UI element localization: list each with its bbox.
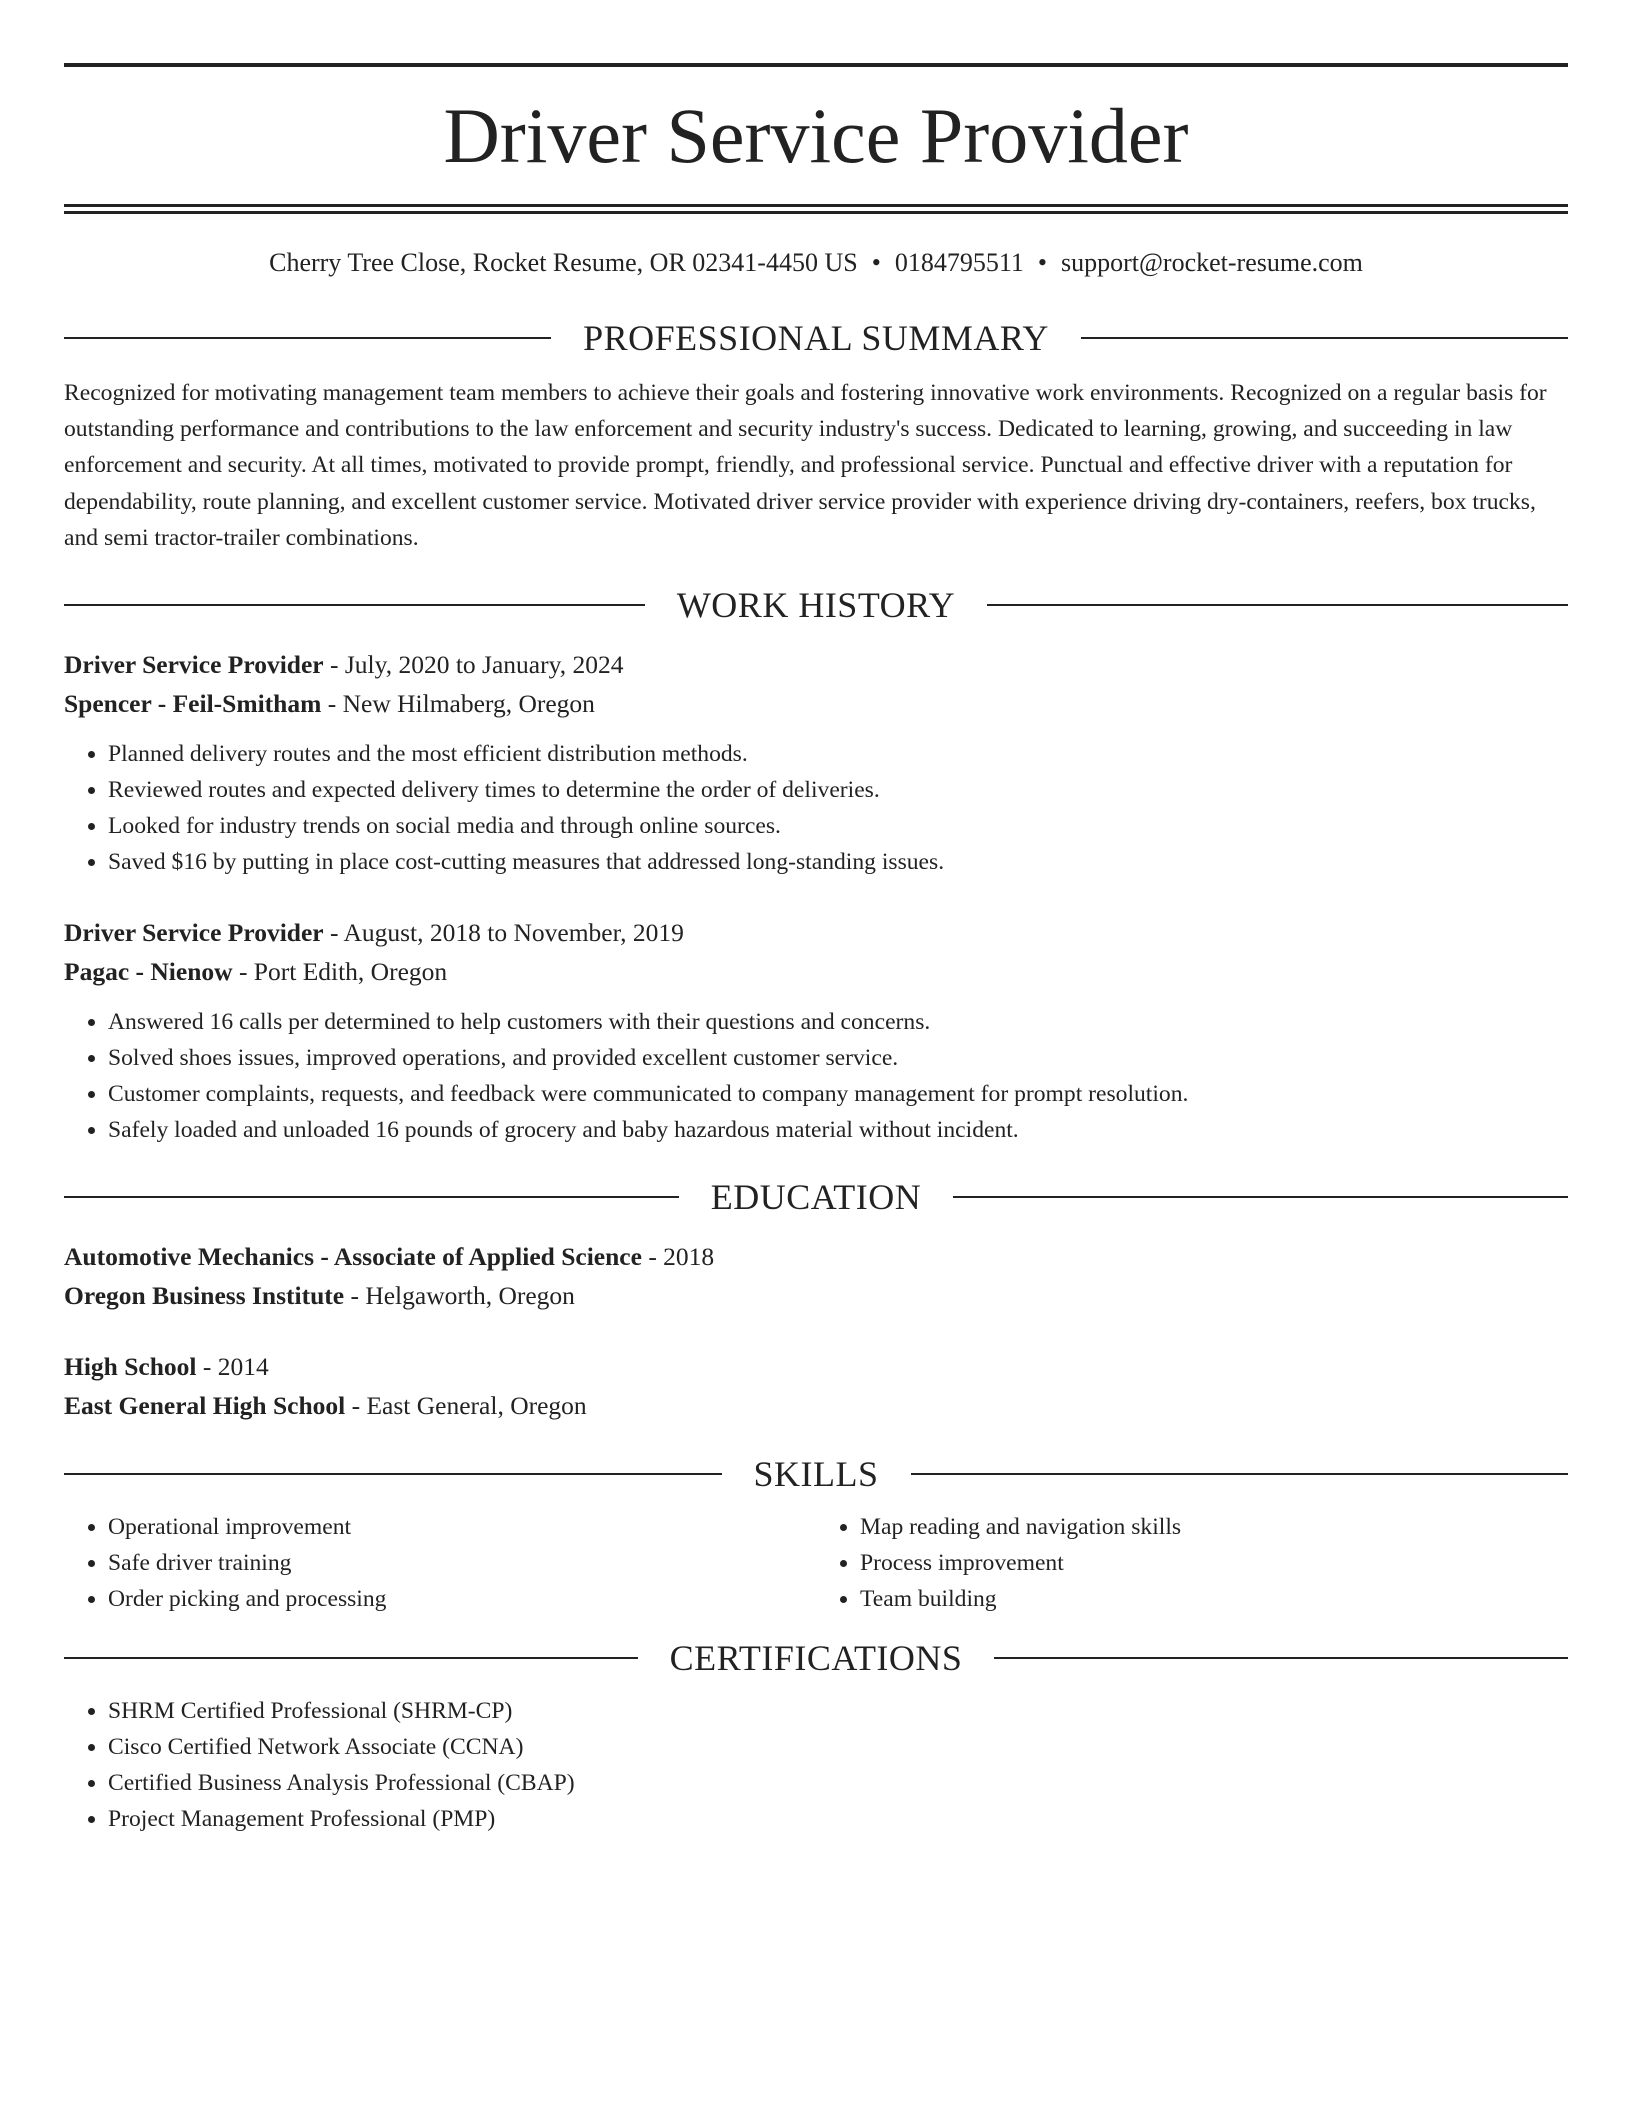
list-item: • Operational improvement [108, 1509, 816, 1545]
heading-rule [64, 337, 551, 339]
contact-line [64, 243, 1568, 283]
job-company-row [64, 953, 1568, 992]
skills-columns [64, 1509, 1568, 1617]
heading-rule [64, 1473, 722, 1475]
list-item: • Safe driver training [108, 1545, 816, 1581]
section-title: SKILLS [753, 1454, 879, 1495]
section-title: PROFESSIONAL SUMMARY [583, 318, 1049, 358]
job-entry [64, 646, 1568, 880]
education-school: East General High School [64, 1390, 346, 1420]
contact-phone: 0184795511 [894, 248, 1024, 277]
job-company: Spencer - Feil-Smitham [64, 688, 322, 718]
certifications-block [64, 1693, 1568, 1837]
job-dates: - August, 2018 to November, 2019 [323, 918, 684, 948]
job-bullets [64, 736, 1568, 880]
list-item: • Map reading and navigation skills [860, 1509, 1568, 1545]
double-rule [64, 204, 1568, 214]
list-item: • Process improvement [860, 1545, 1568, 1581]
education-school-row [64, 1277, 1568, 1316]
education-year: - 2014 [196, 1352, 269, 1382]
job-company: Pagac - Nienow [64, 956, 233, 986]
contact-address: Cherry Tree Close, Rocket Resume, OR 02341-4450 US [269, 248, 858, 277]
list-item: • Cisco Certified Network Associate (CCNA) [108, 1729, 1568, 1765]
education-year: - 2018 [641, 1242, 715, 1272]
list-item: • Solved shoes issues, improved operations, and provided excellent customer service. [108, 1040, 1568, 1076]
section-heading-work [64, 578, 1568, 632]
list-item: • Reviewed routes and expected delivery times to determine the order of deliveries. [108, 772, 1568, 808]
heading-rule [64, 1657, 638, 1659]
job-title-row [64, 646, 1568, 685]
contact-email: support@rocket-resume.com [1060, 248, 1363, 277]
education-school-row [64, 1387, 1568, 1426]
list-item: • Order picking and processing [108, 1581, 816, 1617]
job-title: Driver Service Provider [64, 650, 324, 680]
list-item: • Project Management Professional (PMP) [108, 1801, 1568, 1837]
list-item: • Customer complaints, requests, and feedback were communicated to company management for prompt resolution. [108, 1076, 1568, 1112]
job-company-row [64, 685, 1568, 724]
job-entry [64, 914, 1568, 1148]
list-item: • Looked for industry trends on social media and through online sources. [108, 808, 1568, 844]
education-entry [64, 1348, 1568, 1425]
section-heading-skills [64, 1447, 1568, 1501]
skills-right-list [816, 1509, 1568, 1617]
heading-rule [987, 604, 1568, 606]
education-degree-row [64, 1348, 1568, 1387]
resume-title: Driver Service Provider [443, 91, 1189, 179]
job-location: - Port Edith, Oregon [232, 956, 448, 986]
section-heading-summary [64, 311, 1568, 365]
education-degree: High School [64, 1352, 197, 1382]
heading-rule [64, 1196, 679, 1198]
contact-separator: • [1037, 248, 1047, 277]
list-item: • Planned delivery routes and the most efficient distribution methods. [108, 736, 1568, 772]
list-item: • Safely loaded and unloaded 16 pounds of grocery and baby hazardous material without incident. [108, 1112, 1568, 1148]
heading-rule [1081, 337, 1568, 339]
heading-rule [911, 1473, 1569, 1475]
education-location: - Helgaworth, Oregon [344, 1280, 575, 1310]
list-item: • Certified Business Analysis Professional (CBAP) [108, 1765, 1568, 1801]
section-title: WORK HISTORY [676, 585, 956, 626]
education-entry [64, 1238, 1568, 1315]
heading-rule [64, 604, 645, 606]
summary-text: Recognized for motivating management team members to achieve their goals and fostering innovative work environments. Recognized on a regular basis for outstanding performance and contributions to the law enforcement and security industry's success. Dedicated to learning, growing, and succeeding in law enforcement and security. At all times, motivated to provide prompt, friendly, and professional service. Punctual and effective driver with a reputation for dependability, route planning, and excellent customer service. Motivated driver service provider with experience driving dry-containers, reefers, box trucks, and semi tractor-trailer combinations. [64, 380, 1547, 551]
contact-separator: • [871, 248, 881, 277]
section-title: CERTIFICATIONS [669, 1638, 963, 1679]
list-item: • Saved $16 by putting in place cost-cutting measures that addressed long-standing issues. [108, 844, 1568, 880]
section-heading-certifications [64, 1631, 1568, 1685]
heading-rule [994, 1657, 1568, 1659]
job-bullets [64, 1004, 1568, 1148]
section-title: EDUCATION [710, 1177, 922, 1218]
list-item: • Team building [860, 1581, 1568, 1617]
list-item: • Answered 16 calls per determined to help customers with their questions and concerns. [108, 1004, 1568, 1040]
job-dates: - July, 2020 to January, 2024 [323, 650, 624, 680]
certifications-list [64, 1693, 1568, 1837]
section-heading-education [64, 1170, 1568, 1224]
job-title-row [64, 914, 1568, 953]
list-item: • SHRM Certified Professional (SHRM-CP) [108, 1693, 1568, 1729]
education-location: - East General, Oregon [345, 1390, 587, 1420]
job-title: Driver Service Provider [64, 918, 324, 948]
skills-left-list [64, 1509, 816, 1617]
education-school: Oregon Business Institute [64, 1280, 345, 1310]
job-location: - New Hilmaberg, Oregon [321, 688, 595, 718]
education-degree-row [64, 1238, 1568, 1277]
education-degree: Automotive Mechanics - Associate of Applied Science [64, 1242, 642, 1272]
heading-rule [953, 1196, 1568, 1198]
